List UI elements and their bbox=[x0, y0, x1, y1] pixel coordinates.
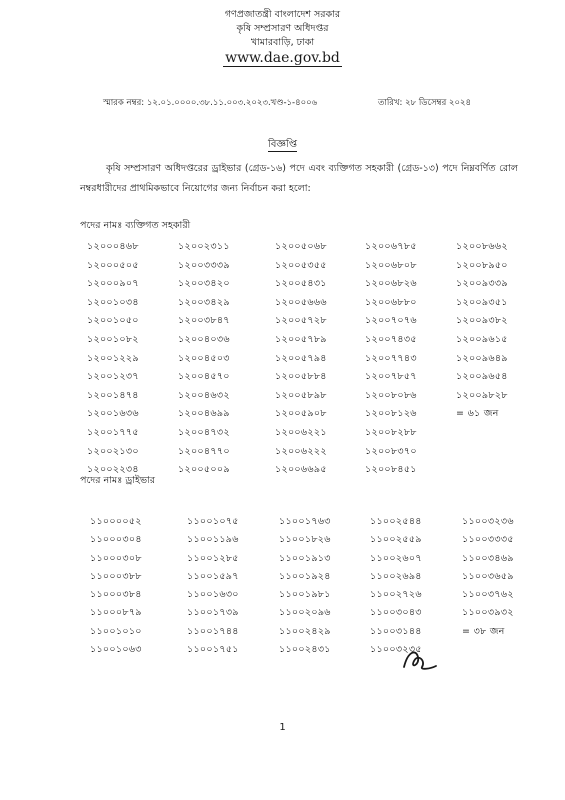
roll-number: ১২০০৯৬৪৯ bbox=[456, 352, 508, 364]
roll-column bbox=[365, 238, 445, 480]
roll-number: ১১০০১৭৬৩ bbox=[279, 516, 331, 527]
roll-number: ১২০০৭৮৫৭ bbox=[365, 371, 417, 383]
notice-date: তারিখ: ২৮ ডিসেম্বর ২০২৪ bbox=[378, 98, 472, 108]
notice-paragraph: কৃষি সম্প্রসারণ অধিদপ্তরের ড্রাইভার (গ্রেড-১৬) পদে এবং ব্যক্তিগত সহকারী (গ্রেড-১৩) পদে নিম্নবর্ণিত রোল নম্বরধারীদের প্রাথমিকভাবে নিয়োগের জন্য নির্বাচন করা হলো: bbox=[80, 163, 518, 194]
roll-column bbox=[456, 238, 536, 424]
roll-number: ১১০০০০৫২ bbox=[90, 516, 142, 527]
section-title-personal-assistant: পদের নামঃ ব্যক্তিগত সহকারী bbox=[80, 220, 191, 231]
roll-number: ১১০০২৫৫৯ bbox=[370, 534, 422, 546]
roll-column bbox=[187, 513, 267, 659]
roll-column bbox=[279, 513, 359, 659]
roll-number: ১২০০১০৫০ bbox=[87, 315, 139, 327]
roll-number: ১১০০২৬০৭ bbox=[370, 552, 422, 564]
roll-number: ১১০০১৫৯৭ bbox=[187, 570, 239, 582]
roll-number: ১২০০২৩১১ bbox=[178, 241, 230, 252]
website-link[interactable]: www.dae.gov.bd bbox=[225, 50, 340, 66]
signature bbox=[400, 647, 440, 677]
roll-number: ১২০০৮৪৫১ bbox=[365, 464, 417, 476]
roll-number: ১১০০০৩৮৮ bbox=[90, 570, 142, 582]
roll-number: ১২০০৯৬৫৪ bbox=[456, 371, 508, 383]
roll-number: ১১০০১০১০ bbox=[90, 625, 142, 637]
roll-number: ১১০০৩৭৬২ bbox=[462, 589, 514, 601]
roll-number: ১২০০০৫০৫ bbox=[87, 259, 139, 271]
department-name: কৃষি সম্প্রসারণ অধিদপ্তর bbox=[236, 23, 329, 34]
roll-number: ১২০০৯৩৮২ bbox=[456, 315, 508, 327]
roll-column bbox=[370, 513, 450, 659]
roll-number: ১১০০১০৬৩ bbox=[90, 644, 142, 656]
roll-number: ১২০০৩৪২০ bbox=[178, 278, 230, 290]
roll-column bbox=[462, 513, 542, 641]
roll-number: ১২০০৫৭২৮ bbox=[275, 315, 327, 327]
roll-number: ১২০০৬২২২ bbox=[275, 445, 327, 457]
government-name: গণপ্রজাতন্ত্রী বাংলাদেশ সরকার bbox=[224, 9, 341, 20]
roll-number: ১২০০১৪৭৪ bbox=[87, 389, 139, 401]
roll-number: ১১০০৩২৩৬ bbox=[462, 516, 514, 527]
roll-number: ১১০০১৮২৬ bbox=[279, 534, 331, 546]
roll-number: ১২০০৬২২১ bbox=[275, 426, 327, 438]
roll-number: ১১০০২৬৯৪ bbox=[370, 570, 422, 582]
selected-count: = ৬১ জন bbox=[456, 408, 499, 420]
roll-column bbox=[87, 238, 167, 480]
roll-number: ১১০০৩৬৫৯ bbox=[462, 570, 514, 582]
roll-number: ১২০০৩৪২৯ bbox=[178, 296, 230, 308]
roll-number: ১২০০৯৬১৫ bbox=[456, 333, 508, 345]
roll-number: ১১০০৩১৪৪ bbox=[370, 625, 422, 637]
roll-number: ১২০০৭০৭৬ bbox=[365, 315, 417, 327]
roll-number: ১২০০১০৩৪ bbox=[87, 296, 139, 308]
roll-number: ১২০০৭৪৩৫ bbox=[365, 333, 417, 345]
roll-number: ১২০০৪৫৭০ bbox=[178, 371, 230, 383]
roll-number: ১২০০১৭৭৫ bbox=[87, 426, 139, 438]
roll-number: ১১০০৩০৪৩ bbox=[370, 607, 422, 619]
roll-number: ১২০০৮৬৬২ bbox=[456, 241, 508, 252]
notice-title bbox=[0, 137, 565, 154]
roll-number: ১২০০১২২৯ bbox=[87, 352, 139, 364]
roll-number: ১২০০৪৬৩২ bbox=[178, 389, 230, 401]
roll-number: ১২০০৯৩৫১ bbox=[456, 296, 508, 308]
roll-number: ১২০০৫৯০৮ bbox=[275, 408, 327, 420]
roll-number: ১১০০২৫৪৪ bbox=[370, 516, 422, 527]
roll-number: ১১০০০৩৮৪ bbox=[90, 589, 142, 601]
memo-number: স্মারক নম্বর: ১২.০১.০০০০.৩৮.১১.০০৩.২০২৩.খণ্ড-১-৪০০৬ bbox=[103, 98, 318, 108]
roll-number: ১১০০১৭৩৯ bbox=[187, 607, 239, 619]
roll-number: ১১০০২০৯৬ bbox=[279, 607, 331, 619]
roll-number: ১২০০২২৩৪ bbox=[87, 464, 139, 476]
roll-number: ১২০০৫৭৯৪ bbox=[275, 352, 327, 364]
roll-number: ১২০০২১৩০ bbox=[87, 445, 139, 457]
roll-number: ১২০০৪০৩৬ bbox=[178, 333, 230, 345]
roll-number: ১২০০০৯০৭ bbox=[87, 278, 139, 290]
signature-mark bbox=[400, 647, 440, 673]
roll-column bbox=[178, 238, 258, 480]
roll-number: ১২০০১০৮২ bbox=[87, 333, 139, 345]
roll-number: ১১০০৩৯৩২ bbox=[462, 607, 514, 619]
website-heading bbox=[0, 49, 565, 67]
roll-number: ১১০০৩২৩৫ bbox=[370, 644, 422, 656]
roll-number: ১২০০৫৭৮৯ bbox=[275, 333, 327, 345]
section-title-driver: পদের নামঃ ড্রাইভার bbox=[80, 475, 156, 486]
notice-title-text: বিজ্ঞপ্তি bbox=[267, 139, 298, 150]
roll-number: ১২০০৯৮২৮ bbox=[456, 389, 508, 401]
roll-number: ১১০০১৬৩০ bbox=[187, 589, 239, 601]
roll-number: ১২০০৮২৮৮ bbox=[365, 426, 417, 438]
roll-number: ১২০০৫০০৯ bbox=[178, 464, 230, 476]
roll-number: ১২০০১২৩৭ bbox=[87, 371, 139, 383]
roll-number: ১১০০২৪২৯ bbox=[279, 625, 331, 637]
roll-number: ১২০০৫০৬৮ bbox=[275, 241, 327, 252]
roll-number: ১১০০১৯১৩ bbox=[279, 552, 331, 564]
roll-number: ১১০০২৭২৬ bbox=[370, 589, 422, 601]
roll-number: ১২০০১৬৩৬ bbox=[87, 408, 139, 420]
roll-number: ১২০০৬৮০৮ bbox=[365, 259, 417, 271]
roll-number: ১২০০৩৮৪৭ bbox=[178, 315, 230, 327]
roll-number: ১২০০০৪৬৮ bbox=[87, 241, 139, 252]
roll-number: ১১০০১৭৫১ bbox=[187, 644, 239, 656]
roll-number: ১২০০৮০৮৬ bbox=[365, 389, 417, 401]
roll-number: ১১০০১০৭৫ bbox=[187, 516, 239, 527]
roll-number: ১১০০১৭৪৪ bbox=[187, 625, 239, 637]
roll-number: ১২০০৫৪৩১ bbox=[275, 278, 327, 290]
roll-number: ১১০০০৮৭৯ bbox=[90, 607, 142, 619]
roll-number: ১২০০৪৭৭০ bbox=[178, 445, 230, 457]
roll-number: ১২০০৪৫০৩ bbox=[178, 352, 230, 364]
roll-number: ১১০০৩৪৬৯ bbox=[462, 552, 514, 564]
roll-number: ১১০০১৯২৪ bbox=[279, 570, 331, 582]
roll-column bbox=[275, 238, 355, 480]
page-number: 1 bbox=[279, 722, 286, 733]
roll-number: ১২০০৩৩৩৯ bbox=[178, 259, 230, 271]
roll-number: ১২০০৫৩৫৫ bbox=[275, 259, 327, 271]
roll-number: ১২০০৫৮৯৮ bbox=[275, 389, 327, 401]
roll-number: ১২০০৫৮৮৪ bbox=[275, 371, 327, 383]
roll-number: ১২০০৮৯৫০ bbox=[456, 259, 508, 271]
roll-number: ১২০০৬৮২৬ bbox=[365, 278, 417, 290]
roll-number: ১১০০০৩০৮ bbox=[90, 552, 142, 564]
roll-number: ১২০০৯৩৩৯ bbox=[456, 278, 508, 290]
roll-number: ১২০০৬৭৮৫ bbox=[365, 241, 417, 252]
roll-number: ১১০০৩৩৩৫ bbox=[462, 534, 514, 546]
roll-column bbox=[90, 513, 170, 659]
roll-number: ১২০০৮১২৬ bbox=[365, 408, 417, 420]
roll-number: ১২০০৪৭৩২ bbox=[178, 426, 230, 438]
roll-number: ১১০০১১৯৬ bbox=[187, 534, 239, 546]
roll-number: ১২০০৫৬৬৬ bbox=[275, 296, 327, 308]
roll-number: ১২০০৭৭৪৩ bbox=[365, 352, 417, 364]
office-address: খামারবাড়ি, ঢাকা bbox=[250, 37, 315, 48]
roll-number: ১২০০৬৮৮০ bbox=[365, 296, 417, 308]
selected-count: = ৩৮ জন bbox=[462, 625, 505, 637]
roll-number: ১১০০০৩০৪ bbox=[90, 534, 142, 546]
roll-number: ১২০০৬৬৯৫ bbox=[275, 464, 327, 476]
roll-number: ১১০০১২৮৫ bbox=[187, 552, 239, 564]
roll-number: ১১০০১৯৮১ bbox=[279, 589, 331, 601]
roll-number: ১২০০৮৩৭০ bbox=[365, 445, 417, 457]
roll-number: ১২০০৪৬৯৯ bbox=[178, 408, 230, 420]
roll-number: ১১০০২৪৩১ bbox=[279, 644, 331, 656]
